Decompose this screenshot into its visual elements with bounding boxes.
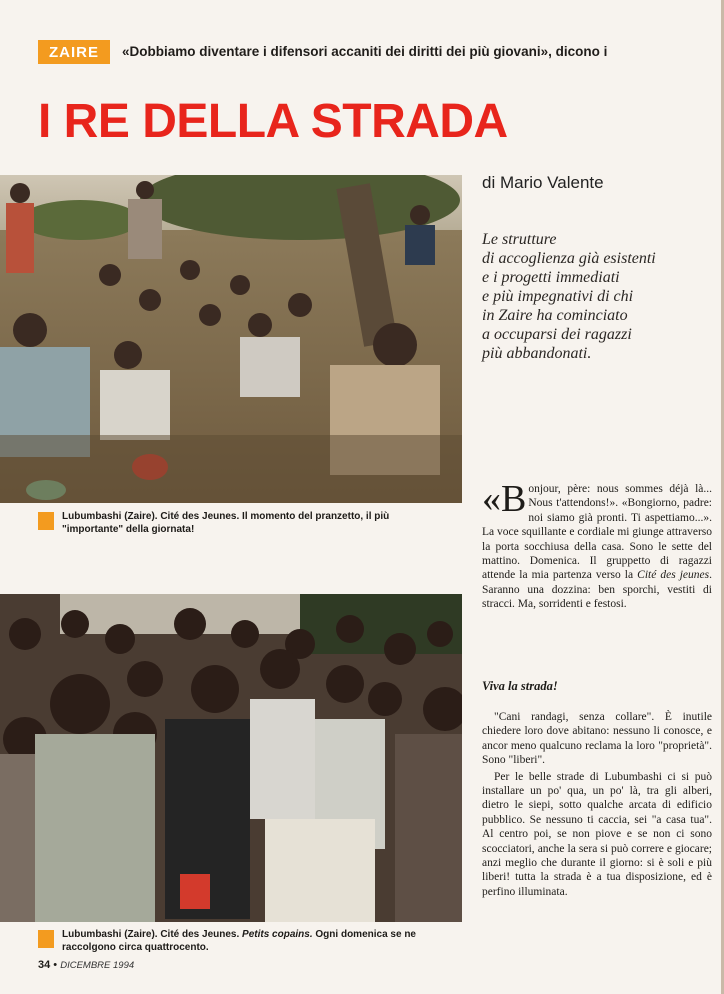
headline: I RE DELLA STRADA (38, 95, 508, 148)
lede-line: in Zaire ha cominciato (482, 307, 628, 324)
caption-marker (38, 512, 54, 530)
photo-children-lunch (0, 175, 462, 503)
lede-line: Le strutture (482, 231, 557, 248)
lede-line: più abbandonati. (482, 345, 592, 362)
lede-line: di accoglienza già esistenti (482, 250, 656, 267)
lede (482, 230, 714, 363)
folio (38, 959, 134, 971)
caption-italic: Petits copains. (242, 929, 313, 940)
photo-caption-2 (62, 929, 452, 954)
kicker-text: «Dobbiamo diventare i difensori accaniti dei diritti dei più giovani», dicono i (122, 44, 608, 59)
issue-date: DICEMBRE 1994 (60, 960, 135, 971)
caption-text: Ogni domenica se ne raccolgono circa quattrocento. (62, 929, 416, 953)
caption-marker (38, 930, 54, 948)
body-italic: Cité des jeunes (637, 569, 710, 582)
page-number: 34 (38, 959, 51, 971)
folio-separator: • (50, 959, 61, 971)
body-column-2 (482, 710, 712, 899)
byline: di Mario Valente (482, 173, 604, 192)
lede-line: e più impegnativi di chi (482, 288, 634, 305)
body-text: . Saranno una dozzina: ben sporchi, vestiti di stracci. Ma, sorridenti e festosi. (482, 569, 712, 611)
body-text: onjour, père: nous sommes déjà là... Nous t'attendons!». «Bongiorno, padre: noi siamo già pronti. Ti aspettiamo...». La voce squillante e cordiale mi giunge attraverso la porta socchiusa della casa. Sono le sette del mattino. Domenica. Il gruppetto di ragazzi attende la mia partenza verso la (482, 483, 712, 582)
photo-caption-1: Lubumbashi (Zaire). Cité des Jeunes. Il momento del pranzetto, il più "importante" della giornata! (62, 511, 390, 535)
lede-line: a occuparsi dei ragazzi (482, 326, 632, 343)
lede-line: e i progetti immediati (482, 269, 620, 286)
body-paragraph-3: Per le belle strade di Lubumbashi ci si può installare un po' qua, un po' là, tra gli alberi, dietro le siepi, sotto qualche arcata di edificio pubblico. Se nessuno ti caccia, sei "a casa tua". Al centro poi, se non piove e se non ci sono scocciatori, anche la sera si può correre e giocare; anzi meglio che durante il giorno: si è soli e più liberi! tutta la strada è a tua disposizione, ed è perfino illuminata. (482, 770, 712, 898)
body-paragraph-1 (482, 478, 712, 612)
dropcap: «B (482, 478, 527, 520)
body-paragraph-2: "Cani randagi, senza collare". È inutile chiedere loro dove abitano: nessuno li conosce, e ancor meno qualcuno reclama la loro "proprietà". Sono "liberi". (482, 711, 712, 767)
photo-children-group (0, 594, 462, 922)
caption-text: Lubumbashi (Zaire). Cité des Jeunes. (62, 929, 243, 940)
subhead: Viva la strada! (482, 679, 558, 693)
section-tag: ZAIRE (38, 40, 110, 64)
